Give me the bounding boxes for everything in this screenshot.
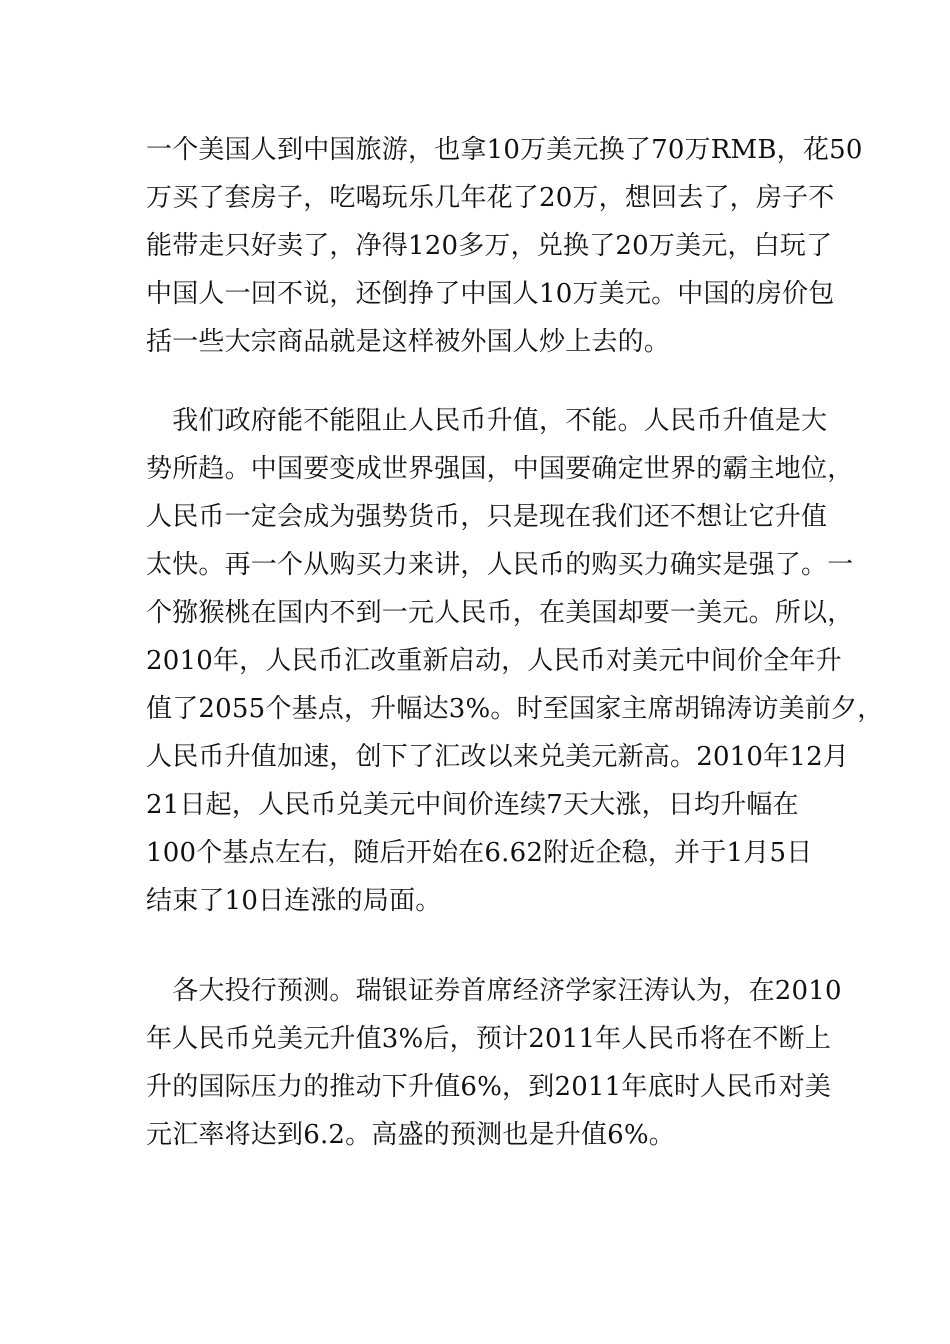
text-line: 21日起，人民币兑美元中间价连续7天大涨，日均升幅在 (146, 790, 799, 820)
text-line: 我们政府能不能阻止人民币升值，不能。人民币升值是大 (146, 406, 828, 436)
text-line: 100个基点左右，随后开始在6.62附近企稳，并于1月5日 (146, 838, 813, 868)
text-line: 结束了10日连涨的局面。 (146, 886, 442, 916)
text-line: 人民币一定会成为强势货币，只是现在我们还不想让它升值 (146, 502, 828, 532)
text-line: 个猕猴桃在国内不到一元人民币，在美国却要一美元。所以， (146, 598, 854, 628)
text-line: 一个美国人到中国旅游，也拿10万美元换了70万RMB，花50 (146, 135, 863, 165)
text-line: 元汇率将达到6.2。高盛的预测也是升值6%。 (146, 1120, 675, 1150)
text-line: 各大投行预测。瑞银证券首席经济学家汪涛认为，在2010 (146, 976, 842, 1006)
text-line: 万买了套房子，吃喝玩乐几年花了20万，想回去了，房子不 (146, 183, 835, 213)
text-line: 值了2055个基点，升幅达3%。时至国家主席胡锦涛访美前夕， (146, 694, 884, 724)
text-line: 人民币升值加速，创下了汇改以来兑美元新高。2010年12月 (146, 742, 850, 772)
text-line: 势所趋。中国要变成世界强国，中国要确定世界的霸主地位， (146, 454, 854, 484)
text-line: 中国人一回不说，还倒挣了中国人10万美元。中国的房价包 (146, 279, 835, 309)
paragraph-3 (146, 967, 842, 1159)
text-line: 年人民币兑美元升值3%后，预计2011年人民币将在不断上 (146, 1024, 832, 1054)
text-line: 括一些大宗商品就是这样被外国人炒上去的。 (146, 327, 671, 357)
text-line: 2010年，人民币汇改重新启动，人民币对美元中间价全年升 (146, 646, 842, 676)
text-line: 能带走只好卖了，净得120多万，兑换了20万美元，白玩了 (146, 231, 833, 261)
text-line: 太快。再一个从购买力来讲，人民币的购买力确实是强了。一 (146, 550, 854, 580)
text-line: 升的国际压力的推动下升值6%，到2011年底时人民币对美 (146, 1072, 832, 1102)
paragraph-1 (146, 126, 863, 366)
paragraph-2 (146, 397, 884, 925)
